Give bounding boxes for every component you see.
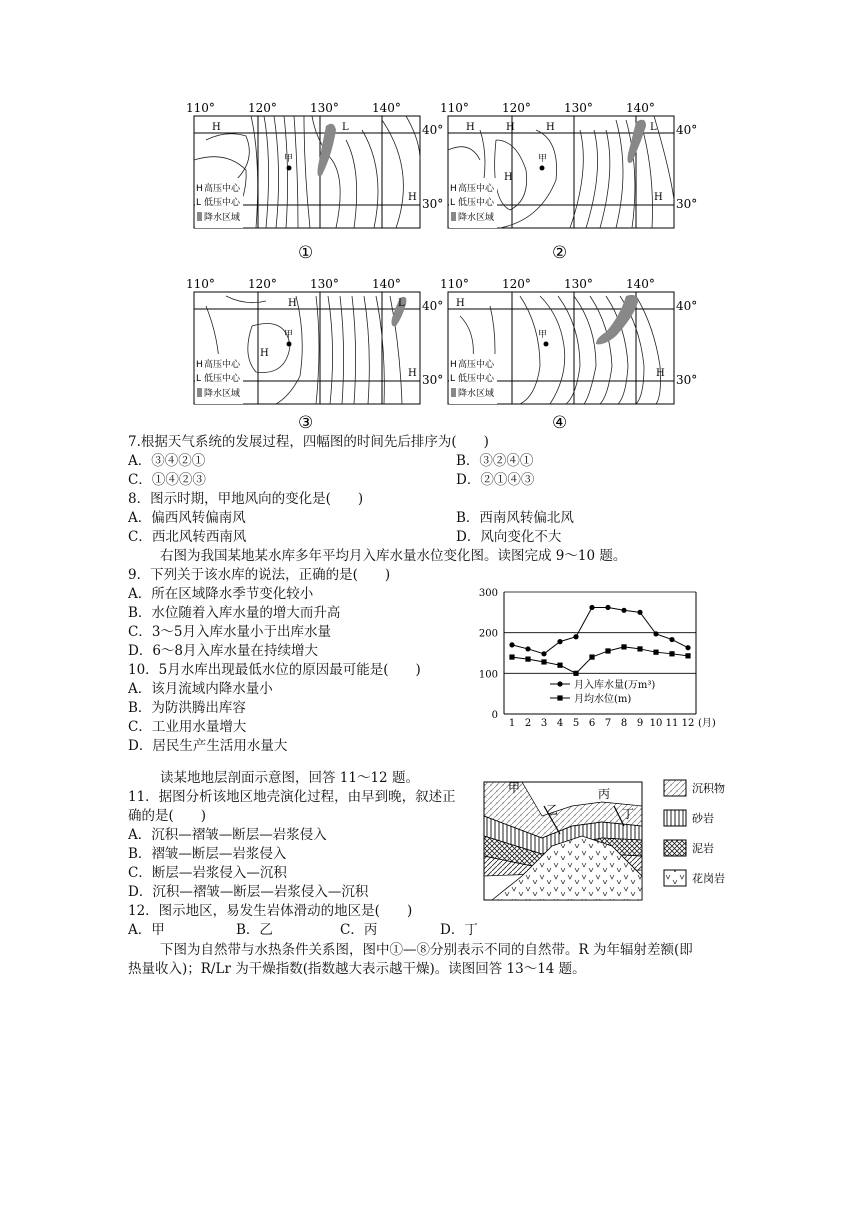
point-jia-label: 甲	[538, 330, 548, 340]
x-tick-label: 10	[649, 718, 663, 729]
x-tick-label: 11	[665, 718, 679, 729]
data-point	[605, 648, 610, 653]
legend-symbol: H	[196, 184, 203, 194]
data-point	[637, 646, 642, 651]
lat-label: 30°	[422, 197, 444, 211]
q12-option-b: B．乙	[236, 922, 273, 938]
lat-label: 30°	[676, 373, 698, 387]
q10-option-a: A．该月流域内降水量小	[128, 681, 273, 697]
y-tick-label: 100	[478, 669, 498, 681]
x-tick-label: 1	[508, 718, 516, 729]
lat-label: 40°	[422, 299, 444, 313]
lon-label: 120°	[502, 277, 531, 291]
lon-label: 110°	[186, 277, 215, 291]
q11-option-b: B．褶皱—断层—岩浆侵入	[128, 846, 287, 862]
data-point	[525, 646, 530, 651]
data-point	[541, 651, 546, 656]
y-tick-label: 0	[491, 710, 498, 721]
q10-option-c: C．工业用水量增大	[128, 719, 247, 735]
weather-map-4	[440, 276, 700, 432]
data-point	[685, 645, 690, 650]
data-point	[573, 671, 578, 676]
data-point	[509, 642, 514, 647]
lon-label: 140°	[626, 101, 655, 115]
point-jia-label: 甲	[284, 154, 294, 164]
legend-low: 低压中心	[458, 198, 495, 208]
data-point	[669, 651, 674, 656]
data-point	[525, 657, 530, 662]
map-number: ①	[298, 243, 314, 263]
q12-option-a: A．甲	[128, 922, 165, 938]
legend-rain: 降水区域	[204, 389, 241, 399]
legend-low: 低压中心	[204, 198, 241, 208]
high-center-label: H	[456, 298, 465, 309]
data-point	[653, 650, 658, 655]
lon-label: 110°	[186, 101, 215, 115]
legend-symbol: L	[450, 198, 456, 208]
q9-option-c: C．3～5月入库水量小于出库水量	[128, 624, 332, 640]
q10-option-b: B．为防洪腾出库容	[128, 700, 246, 716]
legend-symbol: L	[196, 374, 202, 384]
legend-sediment: 沉积物	[692, 782, 725, 795]
point-jia-label: 甲	[538, 154, 548, 164]
q9-option-d: D．6～8月入库水量在持续增大	[128, 643, 319, 659]
legend-symbol: H	[450, 360, 457, 370]
data-point	[685, 653, 690, 658]
data-point	[637, 610, 642, 615]
data-point	[669, 637, 674, 642]
intro-9-10: 右图为我国某地某水库多年平均月入库水量水位变化图。读图完成 9～10 题。	[160, 548, 627, 564]
lon-label: 130°	[564, 101, 593, 115]
high-center-label: H	[260, 348, 269, 359]
data-point	[541, 659, 546, 664]
q7-option-d: D．②①④③	[456, 472, 535, 488]
high-center-label: H	[656, 368, 665, 379]
map-number: ②	[552, 243, 568, 263]
legend-symbol: H	[196, 360, 203, 370]
x-tick-label: 3	[540, 718, 548, 729]
legend-marker	[557, 695, 562, 700]
legend-rain: 降水区域	[204, 213, 241, 223]
legend-label: 月入库水量(万m³)	[574, 680, 656, 691]
data-point	[653, 631, 658, 636]
weather-map-2	[440, 100, 700, 263]
legend-high: 高压中心	[204, 184, 241, 194]
legend-mudstone: 泥岩	[692, 842, 714, 855]
q12-option-c: C．丙	[340, 922, 378, 938]
x-tick-label: 4	[556, 718, 564, 729]
legend-symbol: H	[450, 184, 457, 194]
weather-map-1	[186, 100, 444, 263]
legend-granite: 花岗岩	[692, 872, 725, 885]
q7-option-c: C．①④②③	[128, 472, 206, 488]
label-bing: 丙	[598, 787, 611, 801]
legend-low: 低压中心	[458, 374, 495, 384]
q7-option-a: A．③④②①	[128, 453, 206, 469]
lon-label: 120°	[248, 277, 277, 291]
q11-option-c: C．断层—岩浆侵入—沉积	[128, 865, 287, 881]
y-tick-label: 300	[478, 588, 498, 599]
data-point	[557, 663, 562, 668]
data-point	[605, 605, 610, 610]
question-9-stem: 9．下列关于该水库的说法，正确的是( )	[128, 567, 391, 583]
reservoir-chart	[468, 580, 728, 730]
lat-label: 40°	[676, 299, 698, 313]
x-tick-label: 5	[572, 718, 580, 729]
map-number: ④	[552, 413, 568, 433]
q8-option-b: B．西南风转偏北风	[456, 510, 574, 526]
question-8-stem: 8．图示时期，甲地风向的变化是( )	[128, 491, 364, 507]
q9-option-a: A．所在区域降水季节变化较小	[128, 586, 314, 602]
q8-option-d: D．风向变化不大	[456, 529, 562, 545]
x-tick-label: 9	[636, 718, 644, 729]
reservoir-chart-svg	[468, 580, 728, 730]
x-tick-label: 2	[524, 718, 532, 729]
intro-11-12: 读某地地层剖面示意图，回答 11～12 题。	[160, 770, 419, 786]
high-center-label: H	[506, 122, 515, 133]
data-point	[621, 644, 626, 649]
lon-label: 110°	[440, 277, 469, 291]
strata-diagram	[482, 776, 732, 906]
lon-label: 140°	[372, 277, 401, 291]
low-center-label: L	[342, 122, 349, 133]
label-jia: 甲	[508, 781, 521, 795]
map-number: ③	[298, 413, 314, 433]
label-yi: 乙	[546, 803, 559, 817]
point-jia-label: 甲	[284, 330, 294, 340]
lon-label: 140°	[626, 277, 655, 291]
question-11-stem-line1: 11．据图分析该地区地壳演化过程，由早到晚，叙述正	[128, 789, 456, 805]
intro-13-14-line1: 下图为自然带与水热条件关系图，图中①—⑧分别表示不同的自然带。R 为年辐射差额(即	[160, 942, 693, 958]
data-point	[573, 634, 578, 639]
lat-label: 40°	[676, 123, 698, 137]
question-11-stem-line2: 确的是( )	[128, 808, 207, 824]
lon-label: 120°	[248, 101, 277, 115]
legend-label: 月均水位(m)	[574, 694, 632, 705]
x-tick-label: 8	[620, 718, 628, 729]
legend-symbol: L	[196, 198, 202, 208]
data-point	[621, 608, 626, 613]
q11-option-d: D．沉积—褶皱—断层—岩浆侵入—沉积	[128, 884, 369, 900]
q11-option-a: A．沉积—褶皱—断层—岩浆侵入	[128, 827, 327, 843]
intro-13-14-line2: 热量收入)；R/Lr 为干燥指数(指数越大表示越干燥)。读图回答 13～14 题。	[128, 961, 586, 977]
weather-map-3	[186, 276, 444, 433]
legend-high: 高压中心	[458, 360, 495, 370]
q8-option-c: C．西北风转西南风	[128, 529, 247, 545]
legend-rain: 降水区域	[458, 389, 495, 399]
y-tick-label: 200	[478, 628, 498, 640]
high-center-label: H	[212, 122, 221, 133]
high-center-label: H	[504, 172, 513, 183]
high-center-label: H	[288, 298, 297, 309]
legend-marker	[557, 681, 562, 686]
high-center-label: H	[466, 122, 475, 133]
question-10-stem: 10．5月水库出现最低水位的原因最可能是( )	[128, 662, 421, 678]
high-center-label: H	[654, 192, 663, 203]
legend-high: 高压中心	[204, 360, 241, 370]
series-line	[512, 607, 688, 653]
series-line	[512, 647, 688, 673]
lat-label: 30°	[422, 373, 444, 387]
x-tick-label: 12	[681, 718, 695, 729]
q10-option-d: D．居民生产生活用水量大	[128, 738, 288, 754]
data-point	[557, 639, 562, 644]
lon-label: 110°	[440, 101, 469, 115]
q12-option-d: D．丁	[440, 922, 478, 938]
x-tick-label: 6	[588, 718, 596, 729]
label-ding: 丁	[622, 807, 635, 821]
lon-label: 140°	[372, 101, 401, 115]
high-center-label: H	[408, 192, 417, 203]
legend-sandstone: 砂岩	[692, 812, 714, 825]
lon-label: 130°	[310, 101, 339, 115]
x-tick-label: 7	[604, 718, 612, 729]
legend-symbol: L	[450, 374, 456, 384]
data-point	[509, 654, 514, 659]
lat-label: 30°	[676, 197, 698, 211]
high-center-label: H	[546, 122, 555, 133]
question-12-stem: 12．图示地区，易发生岩体滑动的地区是( )	[128, 903, 413, 919]
data-point	[589, 654, 594, 659]
q8-option-a: A．偏西风转偏南风	[128, 510, 246, 526]
low-center-label: L	[650, 122, 657, 133]
legend-rain: 降水区域	[458, 213, 495, 223]
high-center-label: H	[408, 368, 417, 379]
q9-option-b: B．水位随着入库水量的增大而升高	[128, 605, 341, 621]
low-center-label: L	[398, 298, 405, 309]
lon-label: 130°	[564, 277, 593, 291]
lon-label: 130°	[310, 277, 339, 291]
q7-option-b: B．③②④①	[456, 453, 534, 469]
question-7-stem: 7.根据天气系统的发展过程，四幅图的时间先后排序为( )	[128, 434, 489, 450]
x-axis-label: (月)	[698, 718, 716, 729]
legend-low: 低压中心	[204, 374, 241, 384]
lon-label: 120°	[502, 101, 531, 115]
data-point	[589, 605, 594, 610]
legend-high: 高压中心	[458, 184, 495, 194]
lat-label: 40°	[422, 123, 444, 137]
